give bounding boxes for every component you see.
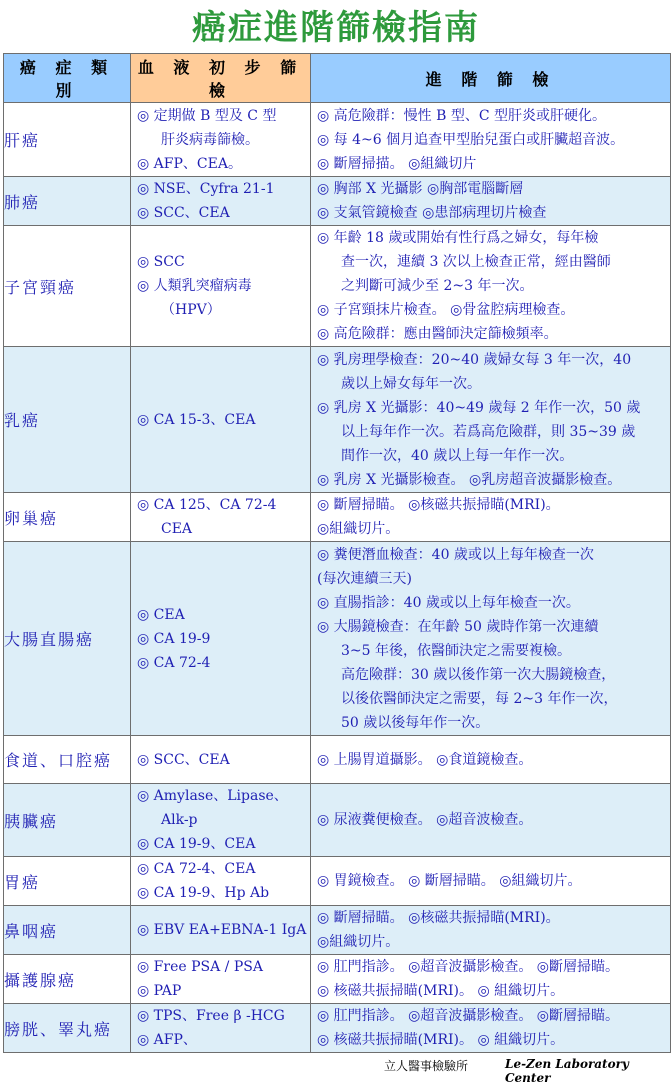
advanced-screening-item: 查一次，連續 3 次以上檢查正常，經由醫師 (341, 254, 611, 270)
table-row (4, 103, 671, 177)
advanced-screening-cell (311, 857, 671, 906)
blood-screening-item: ◎ CA 19-9、CEA (137, 836, 256, 852)
cancer-category: 卵巢癌 (4, 493, 131, 542)
advanced-screening-item: ◎ 高危險群：慢性 B 型、C 型肝炎或肝硬化。 (317, 107, 607, 124)
blood-screening-item: ◎ SCC、CEA (137, 751, 230, 768)
table-header-row (4, 54, 671, 103)
header-category: 癌 症 類 別 (4, 54, 131, 103)
blood-screening-item: ◎ NSE、Cyfra 21-1 (137, 181, 275, 197)
advanced-screening-item: 歲以上婦女每年一次。 (341, 375, 481, 392)
blood-screening-item: CEA (161, 521, 193, 537)
advanced-screening-item: ◎ 乳房 X 光攝影檢查。 ◎乳房超音波攝影檢查。 (317, 471, 622, 488)
blood-screening-cell (131, 1004, 311, 1053)
advanced-screening-cell (311, 493, 671, 542)
blood-screening-cell (131, 955, 311, 1004)
blood-screening-item: ◎ CEA (137, 606, 185, 623)
advanced-screening-cell (311, 226, 671, 347)
advanced-screening-cell (311, 1004, 671, 1053)
advanced-screening-item: ◎ 上腸胃道攝影。 ◎食道鏡檢查。 (317, 751, 533, 768)
cancer-category: 鼻咽癌 (4, 906, 131, 955)
cancer-category: 乳癌 (4, 347, 131, 493)
table-row (4, 906, 671, 955)
blood-screening-item: ◎ Free PSA / PSA (137, 959, 263, 975)
advanced-screening-item: ◎ 肛門指診。 ◎超音波攝影檢查。 ◎斷層掃瞄。 (317, 1008, 619, 1024)
advanced-screening-item: ◎ 肛門指診。 ◎超音波攝影檢查。 ◎斷層掃瞄。 (317, 959, 619, 975)
advanced-screening-item: 以後依醫師決定之需要，每 2~3 年作一次， (341, 690, 618, 707)
table-row (4, 347, 671, 493)
blood-screening-item: （HPV） (161, 302, 221, 318)
advanced-screening-item: ◎ 乳房 X 光攝影：40~49 歲每 2 年作一次，50 歲 (317, 399, 641, 416)
cancer-category: 肺癌 (4, 177, 131, 226)
advanced-screening-cell (311, 177, 671, 226)
advanced-screening-cell (311, 347, 671, 493)
table-row (4, 1004, 671, 1053)
table-row (4, 493, 671, 542)
blood-screening-cell (131, 347, 311, 493)
blood-screening-cell (131, 736, 311, 784)
table-row (4, 542, 671, 736)
blood-screening-item: ◎ CA 15-3、CEA (137, 411, 256, 428)
advanced-screening-item: ◎ 斷層掃瞄。 ◎核磁共振掃瞄(MRI)。 (317, 910, 560, 926)
advanced-screening-cell (311, 784, 671, 857)
blood-screening-item: ◎ AFP、 (137, 1032, 197, 1048)
advanced-screening-item: 3~5 年後，依醫師決定之需要複檢。 (341, 642, 571, 659)
blood-screening-item: Alk-p (161, 812, 198, 828)
advanced-screening-item: 以上每年作一次。若爲高危險群，則 35~39 歲 (341, 423, 636, 440)
cancer-category: 子宮頸癌 (4, 226, 131, 347)
advanced-screening-item: ◎ 高危險群：應由醫師決定篩檢頻率。 (317, 326, 558, 342)
blood-screening-cell (131, 784, 311, 857)
advanced-screening-cell (311, 955, 671, 1004)
cancer-category: 肝癌 (4, 103, 131, 177)
cancer-category: 胰臟癌 (4, 784, 131, 857)
table-row (4, 177, 671, 226)
advanced-screening-item: ◎ 尿液糞便檢查。 ◎超音波檢查。 (317, 812, 533, 828)
cancer-category: 攝護腺癌 (4, 955, 131, 1004)
advanced-screening-item: ◎ 胸部 X 光攝影 ◎胸部電腦斷層 (317, 181, 524, 197)
footer-org-zh: 立人醫事檢驗所 (384, 1059, 469, 1073)
table-row (4, 226, 671, 347)
advanced-screening-item: ◎ 斷層掃描。 ◎組織切片 (317, 155, 477, 172)
blood-screening-item: ◎ 定期做 B 型及 C 型 (137, 107, 277, 124)
advanced-screening-item: ◎ 核磁共振掃瞄(MRI)。 ◎ 組織切片。 (317, 1032, 565, 1048)
blood-screening-item: ◎ CA 125、CA 72-4 (137, 497, 277, 513)
blood-screening-item: ◎ AFP、CEA。 (137, 155, 242, 172)
blood-screening-item: ◎ SCC、CEA (137, 205, 230, 221)
table-row (4, 955, 671, 1004)
table-row (4, 784, 671, 857)
advanced-screening-cell (311, 542, 671, 736)
table-row (4, 736, 671, 784)
advanced-screening-item: (每次連續三天) (317, 570, 412, 587)
blood-screening-item: ◎ PAP (137, 983, 182, 999)
advanced-screening-item: ◎ 年齡 18 歲或開始有性行爲之婦女，每年檢 (317, 230, 599, 246)
advanced-screening-item: ◎ 糞便潛血檢查：40 歲或以上每年檢查一次 (317, 546, 594, 563)
advanced-screening-item: ◎組織切片。 (317, 521, 400, 537)
header-blood: 血 液 初 步 篩 檢 (131, 54, 311, 103)
advanced-screening-item: ◎ 支氣管鏡檢查 ◎患部病理切片檢查 (317, 205, 547, 221)
blood-screening-item: ◎ 人類乳突瘤病毒 (137, 278, 252, 294)
blood-screening-item: ◎ Amylase、Lipase、 (137, 788, 288, 804)
blood-screening-cell (131, 493, 311, 542)
cancer-category: 膀胱、睪丸癌 (4, 1004, 131, 1053)
footer-org-en: Le-Zen Laboratory Center (505, 1057, 629, 1085)
advanced-screening-item: ◎ 核磁共振掃瞄(MRI)。 ◎ 組織切片。 (317, 983, 565, 999)
advanced-screening-item: 間作一次，40 歲以上每一年作一次。 (341, 447, 574, 464)
table-row (4, 857, 671, 906)
blood-screening-cell (131, 857, 311, 906)
advanced-screening-item: 50 歲以後每年作一次。 (341, 714, 490, 731)
advanced-screening-item: ◎組織切片。 (317, 934, 400, 950)
advanced-screening-item: 高危險群：30 歲以後作第一次大腸鏡檢查， (341, 666, 616, 683)
blood-screening-cell (131, 226, 311, 347)
header-advanced: 進 階 篩 檢 (311, 54, 671, 103)
blood-screening-item: ◎ EBV EA+EBNA-1 IgA (137, 922, 307, 938)
blood-screening-item: ◎ CA 19-9 (137, 630, 211, 647)
advanced-screening-item: ◎ 斷層掃瞄。 ◎核磁共振掃瞄(MRI)。 (317, 497, 560, 513)
blood-screening-item: ◎ CA 72-4、CEA (137, 861, 256, 877)
blood-screening-item: ◎ CA 19-9、Hp Ab (137, 885, 270, 901)
advanced-screening-item: ◎ 直腸指診：40 歲或以上每年檢查一次。 (317, 594, 580, 611)
advanced-screening-cell (311, 906, 671, 955)
advanced-screening-cell (311, 103, 671, 177)
blood-screening-item: 肝炎病毒篩檢。 (161, 131, 259, 148)
advanced-screening-item: ◎ 子宮頸抹片檢查。 ◎骨盆腔病理檢查。 (317, 302, 575, 318)
page-title: 癌症進階篩檢指南 (192, 8, 480, 48)
advanced-screening-item: ◎ 大腸鏡檢查：在年齡 50 歲時作第一次連續 (317, 618, 599, 635)
blood-screening-cell (131, 542, 311, 736)
blood-screening-cell (131, 906, 311, 955)
blood-screening-item: ◎ TPS、Free β -HCG (137, 1008, 285, 1024)
blood-screening-cell (131, 177, 311, 226)
cancer-category: 胃癌 (4, 857, 131, 906)
advanced-screening-item: 之判斷可減少至 2~3 年一次。 (341, 278, 534, 294)
advanced-screening-item: ◎ 乳房理學檢查：20~40 歲婦女每 3 年一次，40 (317, 351, 632, 368)
cancer-category: 大腸直腸癌 (4, 542, 131, 736)
advanced-screening-item: ◎ 胃鏡檢查。 ◎ 斷層掃瞄。 ◎組織切片。 (317, 873, 582, 889)
blood-screening-item: ◎ SCC (137, 254, 185, 270)
cancer-category: 食道、口腔癌 (4, 736, 131, 784)
advanced-screening-item: ◎ 每 4~6 個月追查甲型胎兒蛋白或肝臟超音波。 (317, 131, 625, 148)
footer (0, 1057, 672, 1085)
advanced-screening-cell (311, 736, 671, 784)
screening-table (3, 53, 671, 1053)
blood-screening-cell (131, 103, 311, 177)
blood-screening-item: ◎ CA 72-4 (137, 654, 211, 671)
